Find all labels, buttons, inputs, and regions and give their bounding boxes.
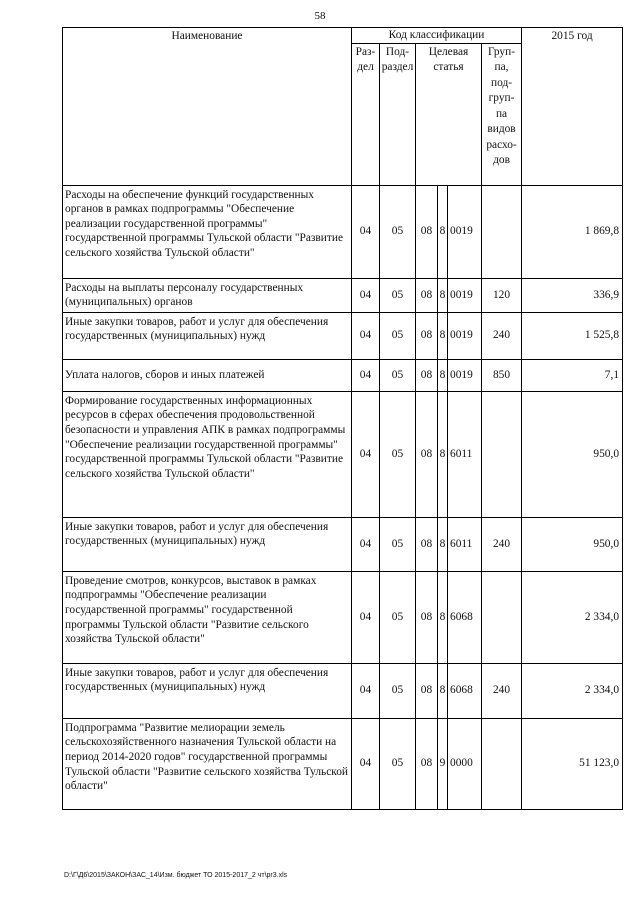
row-name: Расходы на обеспечение функций государственных органов в рамках подпрограммы "Обеспечение реализации государственной программы" государственной программы Тульской области "Развитие сельского хозяйства Тульской области" — [63, 185, 352, 278]
row-target-2: 9 — [438, 718, 448, 809]
row-target-1: 08 — [416, 359, 438, 391]
row-name: Иные закупки товаров, работ и услуг для обеспечения государственных (муниципальных) нужд — [63, 663, 352, 718]
row-name: Уплата налогов, сборов и иных платежей — [63, 359, 352, 391]
file-path-footer: D:\Г\Д6\2015\ЗАКОН\ЗАС_14\Изм. бюджет ТО 2015-2017_2 чт\pr3.xls — [64, 872, 288, 879]
header-code-group: Код классификации — [352, 28, 522, 44]
row-target-3: 0019 — [448, 278, 482, 312]
row-podrazdel: 05 — [380, 391, 416, 517]
row-razdel: 04 — [352, 517, 380, 571]
row-podrazdel: 05 — [380, 359, 416, 391]
table-row — [63, 517, 623, 571]
header-target: Целевая статья — [416, 43, 482, 185]
header-podrazdel: Под- раздел — [380, 43, 416, 185]
table-row — [63, 185, 623, 278]
table-row — [63, 278, 623, 312]
row-vid: 240 — [482, 517, 522, 571]
row-target-3: 0019 — [448, 359, 482, 391]
row-amount: 7,1 — [522, 359, 623, 391]
row-target-1: 08 — [416, 663, 438, 718]
row-amount: 51 123,0 — [522, 718, 623, 809]
row-vid: 240 — [482, 312, 522, 359]
row-amount: 2 334,0 — [522, 571, 623, 663]
row-amount: 1 525,8 — [522, 312, 623, 359]
row-vid — [482, 571, 522, 663]
row-target-2: 8 — [438, 312, 448, 359]
row-target-3: 0019 — [448, 185, 482, 278]
row-razdel: 04 — [352, 359, 380, 391]
row-target-2: 8 — [438, 278, 448, 312]
row-target-1: 08 — [416, 718, 438, 809]
row-target-2: 8 — [438, 359, 448, 391]
row-podrazdel: 05 — [380, 278, 416, 312]
table-row — [63, 312, 623, 359]
row-target-2: 8 — [438, 663, 448, 718]
row-razdel: 04 — [352, 663, 380, 718]
row-vid — [482, 185, 522, 278]
row-target-1: 08 — [416, 312, 438, 359]
row-target-3: 6068 — [448, 663, 482, 718]
table-header — [63, 28, 623, 186]
row-target-1: 08 — [416, 571, 438, 663]
row-amount: 1 869,8 — [522, 185, 623, 278]
row-name: Подпрограмма "Развитие мелиорации земель сельскохозяйственного назначения Тульской области на период 2014-2020 годов" государственной программы Тульской области "Развитие сельского хозяйства Тульской области" — [63, 718, 352, 809]
row-vid: 850 — [482, 359, 522, 391]
row-amount: 950,0 — [522, 517, 623, 571]
row-razdel: 04 — [352, 278, 380, 312]
table-row — [63, 571, 623, 663]
header-name: Наименование — [63, 28, 352, 186]
row-target-3: 6011 — [448, 391, 482, 517]
row-name: Проведение смотров, конкурсов, выставок в рамках подпрограммы "Обеспечение реализации государственной программы" государственной программы Тульской области "Развитие сельского хозяйства Тульской области" — [63, 571, 352, 663]
row-razdel: 04 — [352, 571, 380, 663]
row-target-2: 8 — [438, 571, 448, 663]
row-name: Иные закупки товаров, работ и услуг для обеспечения государственных (муниципальных) нужд — [63, 312, 352, 359]
row-target-1: 08 — [416, 278, 438, 312]
row-target-2: 8 — [438, 517, 448, 571]
row-target-1: 08 — [416, 185, 438, 278]
header-year: 2015 год — [522, 28, 623, 186]
row-target-3: 6068 — [448, 571, 482, 663]
page-number: 58 — [314, 10, 326, 22]
row-target-2: 8 — [438, 391, 448, 517]
row-vid: 240 — [482, 663, 522, 718]
header-razdel: Раз- дел — [352, 43, 380, 185]
row-razdel: 04 — [352, 718, 380, 809]
row-razdel: 04 — [352, 312, 380, 359]
row-vid: 120 — [482, 278, 522, 312]
table-row — [63, 663, 623, 718]
row-amount: 336,9 — [522, 278, 623, 312]
row-podrazdel: 05 — [380, 718, 416, 809]
row-razdel: 04 — [352, 391, 380, 517]
row-target-1: 08 — [416, 517, 438, 571]
row-vid — [482, 718, 522, 809]
table-row — [63, 391, 623, 517]
table-row — [63, 718, 623, 809]
row-vid — [482, 391, 522, 517]
row-name: Формирование государственных информационных ресурсов в сферах обеспечения продовольственной безопасности и управления АПК в рамках подпрограммы "Обеспечение реализации государственной программы" государственной программы Тульской области "Развитие сельского хозяйства Тульской области" — [63, 391, 352, 517]
row-target-3: 6011 — [448, 517, 482, 571]
budget-table — [62, 27, 623, 810]
row-target-2: 8 — [438, 185, 448, 278]
header-group: Груп- па, под- груп- па видов расхо- дов — [482, 43, 522, 185]
row-amount: 950,0 — [522, 391, 623, 517]
row-name: Расходы на выплаты персоналу государственных (муниципальных) органов — [63, 278, 352, 312]
row-razdel: 04 — [352, 185, 380, 278]
table-row — [63, 359, 623, 391]
row-target-1: 08 — [416, 391, 438, 517]
row-podrazdel: 05 — [380, 571, 416, 663]
row-target-3: 0019 — [448, 312, 482, 359]
row-podrazdel: 05 — [380, 663, 416, 718]
row-amount: 2 334,0 — [522, 663, 623, 718]
row-podrazdel: 05 — [380, 185, 416, 278]
row-podrazdel: 05 — [380, 312, 416, 359]
row-target-3: 0000 — [448, 718, 482, 809]
row-podrazdel: 05 — [380, 517, 416, 571]
row-name: Иные закупки товаров, работ и услуг для обеспечения государственных (муниципальных) нужд — [63, 517, 352, 571]
